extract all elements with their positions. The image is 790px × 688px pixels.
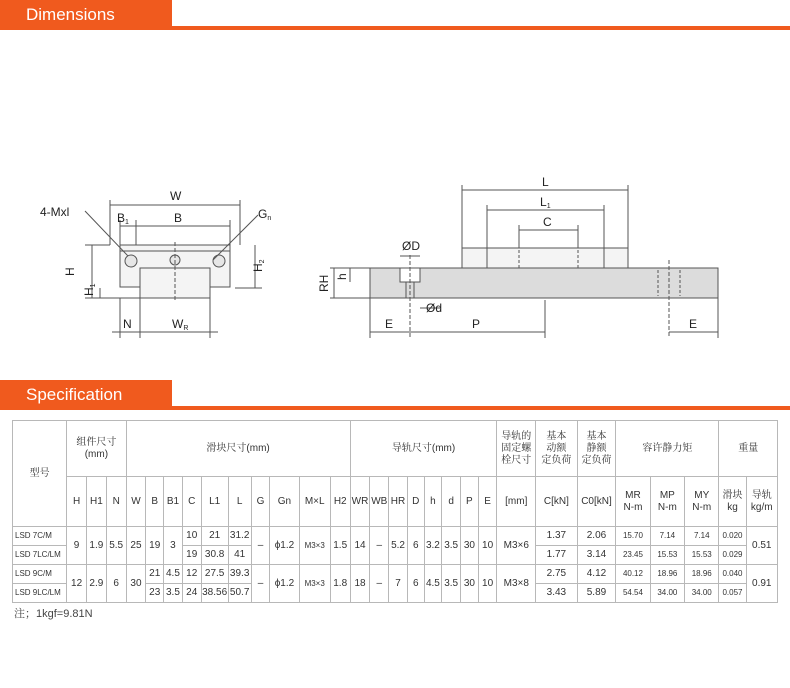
label-E-right: E [689, 317, 698, 331]
th-C: C [182, 477, 201, 527]
label-L1: L1 [540, 195, 551, 210]
th-C0kn: C0[kN] [577, 477, 616, 527]
th-mm: [mm] [497, 477, 536, 527]
label-W: W [170, 189, 182, 203]
th-H1: H1 [86, 477, 106, 527]
th-MP: MP N-m [650, 477, 684, 527]
label-E-left: E [385, 317, 394, 331]
th-bolt: 导轨的 固定螺 栓尺寸 [497, 421, 536, 477]
label-H: H [63, 267, 77, 276]
th-B1: B1 [164, 477, 183, 527]
th-P: P [461, 477, 479, 527]
th-weight: 重量 [719, 421, 778, 477]
th-H2: H2 [330, 477, 350, 527]
th-L: L [228, 477, 251, 527]
label-h: h [335, 273, 349, 280]
th-d: d [442, 477, 461, 527]
label-WR: WR [172, 317, 189, 332]
th-B: B [146, 477, 164, 527]
th-L1: L1 [201, 477, 228, 527]
dimensions-header [0, 0, 790, 30]
specification-header [0, 380, 790, 410]
th-D: D [407, 477, 424, 527]
th-W: W [126, 477, 146, 527]
label-B1: B1 [117, 211, 129, 226]
label-Gn: Gn [258, 207, 272, 222]
label-N: N [123, 317, 132, 331]
label-H2: H2 [251, 259, 266, 272]
specification-title: Specification [0, 380, 172, 410]
th-rail: 导轨尺寸(mm) [350, 421, 497, 477]
th-static-load: 基本 静额 定负荷 [577, 421, 616, 477]
label-L: L [542, 175, 549, 189]
th-H: H [67, 477, 87, 527]
label-4Mxl: 4-Mxl [40, 205, 70, 219]
label-P: P [472, 317, 481, 331]
th-model: 型号 [13, 421, 67, 527]
th-HR: HR [389, 477, 408, 527]
th-dynamic-load: 基本 动额 定负荷 [536, 421, 578, 477]
label-Od: Ød [426, 301, 443, 315]
table-row: LSD 7C/M 9 1.9 5.5 25 19 3 10 21 31.2 – ϕ1.2 M3×3 1.5 14 – 5.2 6 3.2 3.5 30 10 M3×6 1.37 2.06 15.70 7.14 7.14 0.020 0.51 [13, 527, 778, 546]
label-B: B [174, 211, 183, 225]
th-assembly: 组件尺寸 (mm) [67, 421, 126, 477]
th-N: N [106, 477, 126, 527]
th-rail-weight: 导轨 kg/m [746, 477, 777, 527]
dimensions-title: Dimensions [0, 0, 172, 30]
th-MR: MR N-m [616, 477, 650, 527]
th-block: 滑块尺寸(mm) [126, 421, 350, 477]
table-row: LSD 9LC/LM 23 3.5 24 38.56 50.7 3.43 5.89 54.54 34.00 34.00 0.057 [13, 584, 778, 603]
table-row: LSD 9C/M 12 2.9 6 30 21 4.5 12 27.5 39.3 – ϕ1.2 M3×3 1.8 18 – 7 6 4.5 3.5 30 10 M3×8 2.75 4.12 40.12 18.96 18.96 0.040 0.91 [13, 565, 778, 584]
th-block-weight: 滑块 kg [719, 477, 746, 527]
th-E: E [478, 477, 497, 527]
label-H1: H1 [82, 283, 97, 296]
dimension-drawing [0, 160, 790, 350]
th-Ckn: C[kN] [536, 477, 578, 527]
th-moment: 容许静力矩 [616, 421, 719, 477]
th-MxL: M×L [299, 477, 330, 527]
unit-note: 注；1kgf=9.81N [14, 608, 93, 620]
label-HR: RH [317, 274, 331, 292]
th-Gn: Gn [270, 477, 299, 527]
th-MY: MY N-m [685, 477, 719, 527]
header-rule [0, 26, 790, 30]
th-WR: WR [350, 477, 370, 527]
table-row: LSD 7LC/LM 19 30.8 41 1.77 3.14 23.45 15.53 15.53 0.029 [13, 546, 778, 565]
label-OD: ØD [402, 239, 420, 253]
th-WB: WB [370, 477, 389, 527]
label-C: C [543, 215, 552, 229]
header-rule [0, 406, 790, 410]
th-h: h [424, 477, 442, 527]
spec-table [12, 420, 778, 603]
th-G: G [251, 477, 270, 527]
